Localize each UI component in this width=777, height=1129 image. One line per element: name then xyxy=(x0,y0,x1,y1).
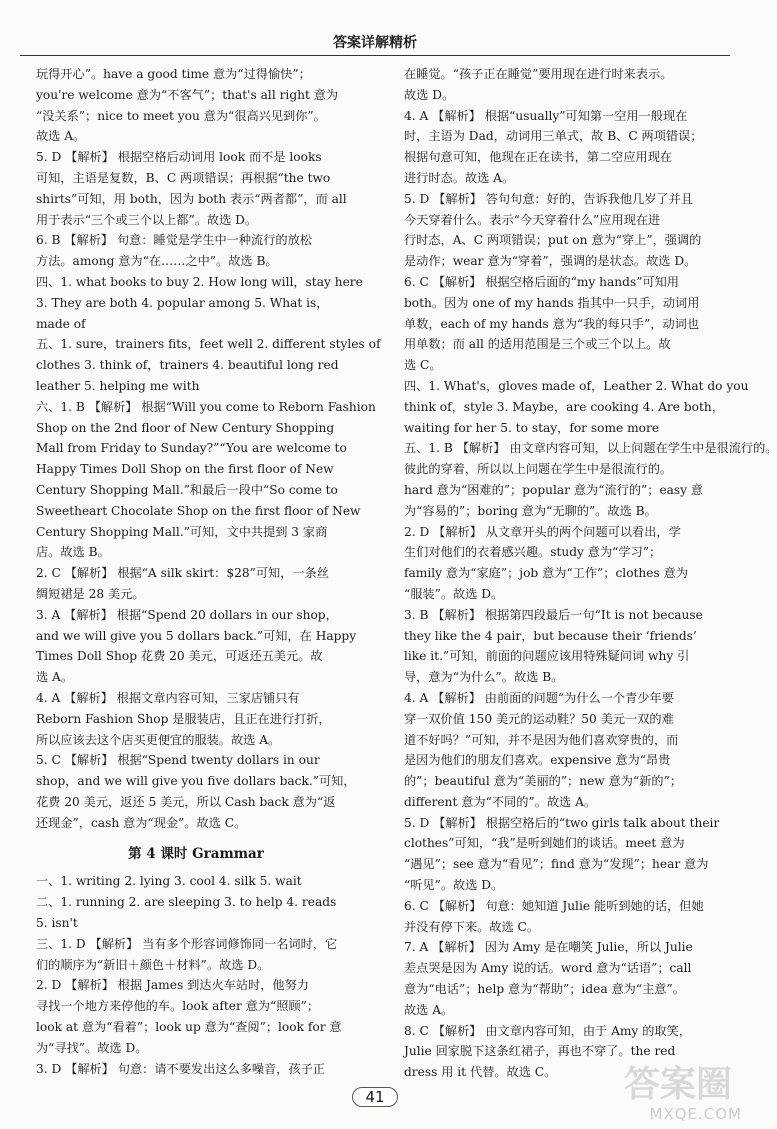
text-line: 的”；beautiful 意为“美丽的”；new 意为“新的”； xyxy=(404,774,683,789)
text-line: they like the 4 pair，but because their ‘friends’ xyxy=(404,628,697,643)
text-line: 生们对他们的衣着感兴趣。study 意为“学习”； xyxy=(404,545,662,560)
text-line: 行时态，A、C 两项错误；put on 意为“穿上”，强调的 xyxy=(404,233,702,248)
text-line: 所以应该去这个店买更便宜的服装。故选 A。 xyxy=(36,732,281,747)
text-line: 在睡觉。“孩子正在睡觉”要用现在进行时来表示。 xyxy=(404,67,673,81)
text-line: 用单数；而 all 的适用范围是三个或三个以上。故 xyxy=(404,337,671,352)
text-line: 四、1. What's，gloves made of，Leather 2. What do you xyxy=(404,378,749,393)
text-line: 道不好吗？”可知，并不是因为他们喜欢穿贵的，而 xyxy=(404,732,679,747)
text-line: shirts”可知，用 both，因为 both 表示“两者都”，而 all xyxy=(36,191,347,206)
text-line: 6. C 【解析】 句意：她知道 Julie 能听到她的话，但她 xyxy=(404,898,704,913)
text-line: Mall from Friday to Sunday?”“You are welcome to xyxy=(36,441,347,456)
text-line: 故选 A。 xyxy=(36,129,86,144)
text-line: 5. C 【解析】 根据“Spend twenty dollars in our xyxy=(36,753,320,768)
text-line: Reborn Fashion Shop 是服装店，且正在进行打折， xyxy=(36,711,331,726)
text-line: 7. A 【解析】 因为 Amy 是在嘲笑 Julie，所以 Julie xyxy=(404,940,693,955)
text-line: look at 意为“看着”；look up 意为“查阅”；look for 意 xyxy=(36,1020,342,1035)
left-column xyxy=(36,64,381,1079)
watermark-text: MXQE.COM xyxy=(649,1105,742,1123)
text-line: 彼此的穿着，所以以上问题在学生中是很流行的。 xyxy=(404,462,673,477)
text-line: think of，style 3. Maybe，are cooking 4. Are both， xyxy=(404,399,724,414)
text-line: 3. D 【解析】 句意：请不要发出这么多噪音，孩子正 xyxy=(36,1061,325,1076)
text-line: 差点哭是因为 Amy 说的话。word 意为“话语”；call xyxy=(404,961,692,976)
watermark xyxy=(592,1053,742,1123)
page-number: 41 xyxy=(352,1087,397,1107)
text-line: “服装”。故选 D。 xyxy=(404,586,504,601)
text-line: 5. D 【解析】 答句句意：好的，告诉我他几岁了并且 xyxy=(404,191,693,206)
text-line: 用于表示“三个或三个以上都”。故选 D。 xyxy=(36,212,258,227)
text-line: 一、1. writing 2. lying 3. cool 4. silk 5. wait xyxy=(36,874,302,889)
page-header xyxy=(0,0,750,60)
text-line: 玩得开心”。have a good time 意为“过得愉快”； xyxy=(36,67,311,81)
text-line: 们的顺序为“新旧＋颜色＋材料”。故选 D。 xyxy=(36,957,270,972)
text-line: 并没有停下来。故选 C。 xyxy=(404,919,540,934)
text-line: Century Shopping Mall.”和最后一段中“So come to xyxy=(36,482,338,497)
section-title: 第 4 课时 Grammar xyxy=(128,846,264,863)
text-line: both。因为 one of my hands 指其中一只手，动词用 xyxy=(404,295,700,310)
text-line: dress 用 it 代替。故选 C。 xyxy=(404,1065,557,1080)
text-line: 3. B 【解析】 根据第四段最后一句“It is not because xyxy=(404,607,703,622)
text-line: 是动作；wear 意为“穿着”，强调的是状态。故选 D。 xyxy=(404,254,697,269)
text-line: 6. C 【解析】 根据空格后面的“my hands”可知用 xyxy=(404,274,679,289)
text-line: Julie 回家脱下这条红裙子，再也不穿了。the red xyxy=(404,1044,676,1059)
text-line: 三、1. D 【解析】 当有多个形容词修饰同一名词时，它 xyxy=(36,936,338,951)
text-line: 四、1. what books to buy 2. How long will，stay here xyxy=(36,274,363,289)
text-line: 意为“电话”；help 意为“帮助”；idea 意为“主意”。 xyxy=(404,982,685,997)
text-line: 2. C 【解析】 根据“A silk skirt：$28”可知，一条丝 xyxy=(36,566,329,581)
text-line: 方法。among 意为“在……之中”。故选 B。 xyxy=(36,254,278,269)
text-line: 今天穿着什么。表示“今天穿着什么”应用现在进 xyxy=(404,212,661,227)
text-line: 8. C 【解析】 由文章内容可知，由于 Amy 的取笑， xyxy=(404,1023,691,1038)
header-title: 答案详解精析 xyxy=(333,35,417,51)
text-line: 4. A 【解析】 根据文章内容可知，三家店铺只有 xyxy=(36,690,300,705)
text-line: 6. B 【解析】 句意：睡觉是学生中一种流行的放松 xyxy=(36,233,312,248)
text-line: 4. A 【解析】 根据“usually”可知第一空用一般现在 xyxy=(404,108,688,123)
text-line: and we will give you 5 dollars back.”可知，在 Happy xyxy=(36,628,357,643)
text-line: Shop on the 2nd floor of New Century Shopping xyxy=(36,420,335,435)
text-line: Century Shopping Mall.”可知，文中共提到 3 家商 xyxy=(36,524,328,539)
text-line: 花费 20 美元，返还 5 美元，所以 Cash back 意为“返 xyxy=(36,794,336,809)
text-line: family 意为“家庭”；job 意为“工作”；clothes 意为 xyxy=(404,566,689,581)
text-line: clothes 3. think of，trainers 4. beautiful long red xyxy=(36,358,339,373)
text-line: 2. D 【解析】 根据 James 到达火车站时，他努力 xyxy=(36,978,309,993)
text-line: made of xyxy=(36,316,86,331)
text-line: 时，主语为 Dad，动词用三单式，故 B、C 两项错误； xyxy=(404,129,703,144)
text-line: 3. A 【解析】 根据“Spend 20 dollars in our shop， xyxy=(36,607,338,622)
text-line: 寻找一个地方来停他的车。look after 意为“照顾”； xyxy=(36,999,320,1014)
text-line: like it.”可知，前面的问题应该用特殊疑问词 why 引 xyxy=(404,649,690,664)
text-line: “没关系”；nice to meet you 意为“很高兴见到你”。 xyxy=(36,108,326,123)
text-line: 进行时态。故选 A。 xyxy=(404,170,515,185)
text-line: Times Doll Shop 花费 20 美元，可返还五美元。故 xyxy=(36,649,323,664)
text-line: Happy Times Doll Shop on the first floor of New xyxy=(36,462,334,477)
text-line: leather 5. helping me with xyxy=(36,378,200,393)
text-line: waiting for her 5. to stay，for some more xyxy=(404,420,660,435)
text-line: 根据句意可知，他现在正在读书，第二空应用现在 xyxy=(404,150,673,165)
right-column xyxy=(404,64,777,1083)
text-line: different 意为“不同的”。故选 A。 xyxy=(404,794,597,809)
text-line: 五、1. B 【解析】 由文章内容可知，以上问题在学生中是很流行的。 xyxy=(404,441,777,456)
header-rule xyxy=(20,55,730,56)
text-line: 导，意为“为什么”。故选 B。 xyxy=(404,670,564,685)
text-line: 为“容易的”；boring 意为“无聊的”。故选 B。 xyxy=(404,503,657,518)
text-line: 还现金”，cash 意为“现金”。故选 C。 xyxy=(36,815,247,830)
text-line: clothes”可知，“我”是听到她们的谈话。meet 意为 xyxy=(404,836,685,851)
text-line: 为“寻找”。故选 D。 xyxy=(36,1040,148,1055)
text-line: shop，and we will give you five dollars back.”可知， xyxy=(36,774,356,789)
text-line: 5. isn't xyxy=(36,916,78,931)
text-line: 5. D 【解析】 根据空格后动词用 look 而不是 looks xyxy=(36,150,322,165)
text-line: “听见”。故选 D。 xyxy=(404,878,504,893)
text-line: 绸短裙是 28 美元。 xyxy=(36,586,145,601)
text-line: 穿一双价值 150 美元的运动鞋？50 美元一双的难 xyxy=(404,711,674,726)
text-line: 店。故选 B。 xyxy=(36,545,110,560)
text-line: 2. D 【解析】 从文章开头的两个问题可以看出，学 xyxy=(404,524,681,539)
text-line: “遇见”；see 意为“看见”；find 意为“发现”；hear 意为 xyxy=(404,857,709,872)
text-line: you're welcome 意为“不客气”；that's all right 意为 xyxy=(36,87,339,102)
text-line: 可知，主语是复数，B、C 两项错误；再根据“the two xyxy=(36,170,331,185)
text-line: 故选 A。 xyxy=(404,1002,454,1017)
text-line: hard 意为“困难的”；popular 意为“流行的”；easy 意 xyxy=(404,482,704,497)
text-line: 5. D 【解析】 根据空格后的“two girls talk about their xyxy=(404,815,720,830)
text-line: Sweetheart Chocolate Shop on the first floor of New xyxy=(36,503,361,518)
text-line: 选 C。 xyxy=(404,358,442,373)
text-line: 4. A 【解析】 由前面的问题“为什么一个青少年要 xyxy=(404,690,674,705)
text-line: 是因为他们的朋友们喜欢。expensive 意为“昂贵 xyxy=(404,753,671,768)
text-line: 单数，each of my hands 意为“我的每只手”，动词也 xyxy=(404,316,700,331)
text-line: 选 A。 xyxy=(36,670,74,685)
text-line: 3. They are both 4. popular among 5. What is， xyxy=(36,295,329,310)
text-line: 二、1. running 2. are sleeping 3. to help 4. reads xyxy=(36,895,337,910)
text-line: 故选 D。 xyxy=(404,87,455,102)
text-line: 五、1. sure，trainers fits，feet well 2. different styles of xyxy=(36,337,381,352)
text-line: 六、1. B 【解析】 根据“Will you come to Reborn Fashion xyxy=(36,399,376,414)
watermark-logo: 答案圈 xyxy=(623,1064,732,1105)
